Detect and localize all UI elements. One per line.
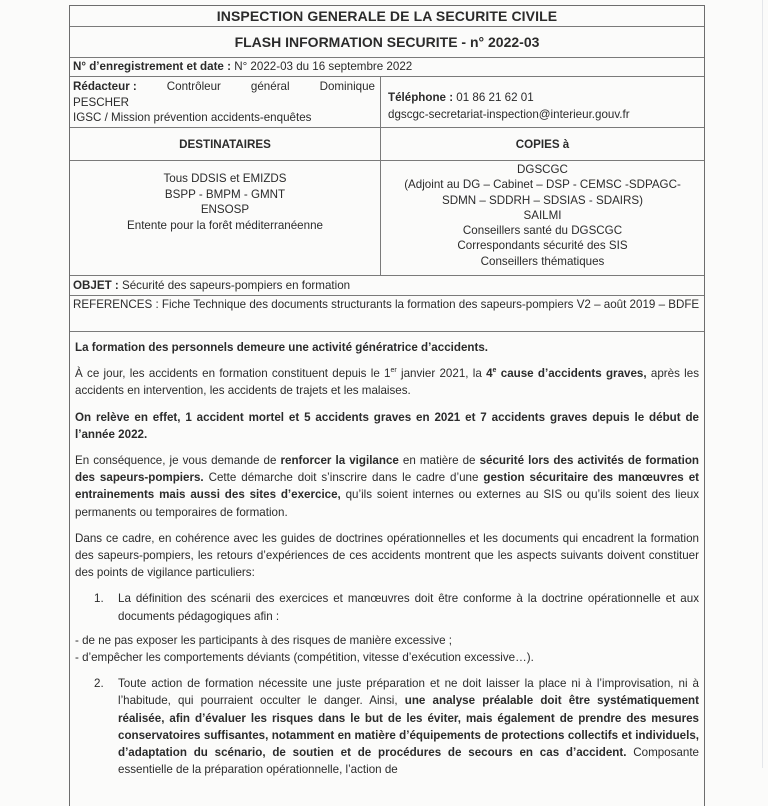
registration-value: N° 2022-03 du 16 septembre 2022 <box>230 60 413 73</box>
document-title: FLASH INFORMATION SECURITE - n° 2022-03 <box>70 27 704 58</box>
recipients-list <box>70 171 380 233</box>
copies-list <box>381 162 704 269</box>
author-word: Dominique <box>319 80 375 93</box>
author-row <box>70 77 704 128</box>
dash-list <box>75 632 699 666</box>
paragraph-context: Dans ce cadre, en cohérence avec les guides de doctrines opérationnelles et les documents qui encadrent la formation des sapeurs-pompiers, les retours d’expériences de ces accidents montrent que les aspects suivants doivent constituer des points de vigilance particuliers: <box>75 531 699 580</box>
item-number: 1. <box>94 592 104 606</box>
intro-statement: La formation des personnels demeure une activité génératrice d’accidents. <box>75 341 488 354</box>
document-page <box>69 5 705 806</box>
dash-item: - d’empêcher les comportements déviants (compétition, vitesse d’exécution excessive…). <box>75 651 534 665</box>
recipients-header: DESTINATAIRES <box>179 138 271 151</box>
author-label: Rédacteur : <box>73 80 137 93</box>
copy-item: DGSCGC <box>517 163 568 176</box>
item-text: Toute action de formation nécessite une juste préparation et ne doit laisser la place ni à l’improvisation, ni à l’habitude, qui pourraient occulter le danger. Ainsi, une analyse préalable doit être systématiquement réalisée, afin d’évaluer les risques dans le but de les éviter, mais également de prendre des mesures conservatoires suffisantes, notamment en matière d’équipements de protections collectifs et individuels, d’adaptation du scénario, de soutien et de procédures de secours en cas d’accident. Composante essentielle de la préparation opérationnelle, l’action de <box>118 677 699 777</box>
distribution-body-row <box>70 161 704 276</box>
recipient-item: Entente pour la forêt méditerranéenne <box>127 218 323 232</box>
numbered-item-2 <box>75 675 699 778</box>
copy-item: Conseillers santé du DGSCGC <box>462 224 623 238</box>
author-unit: IGSC / Mission prévention accidents-enquêtes <box>73 111 312 124</box>
copy-item: SDMN – SDDRH – SDSIAS - SDAIRS) <box>442 193 643 207</box>
copy-item: (Adjoint au DG – Cabinet – DSP - CEMSC -SDPAGC- <box>404 178 681 192</box>
copy-item: Correspondants sécurité des SIS <box>457 239 628 253</box>
copies-header: COPIES à <box>515 138 570 151</box>
copy-item: Conseillers thématiques <box>480 254 605 268</box>
author-word: général <box>250 80 290 93</box>
item-number: 2. <box>94 677 104 691</box>
recipient-item: BSPP - BMPM - GMNT <box>164 187 286 201</box>
phone-value: 01 86 21 62 01 <box>453 91 534 104</box>
recipient-item: Tous DDSIS et EMIZDS <box>163 172 287 185</box>
dash-item: - de ne pas exposer les participants à des risques de manière excessive ; <box>75 633 452 647</box>
numbered-item-1 <box>75 590 699 624</box>
subject-row <box>70 276 704 296</box>
copy-item: SAILMI <box>523 208 562 222</box>
registration-label: N° d’enregistrement et date : <box>73 60 231 73</box>
contact-email[interactable]: dgscgc-secretariat-inspection@interieur.gouv.fr <box>388 108 630 121</box>
paragraph-request: En conséquence, je vous demande de renforcer la vigilance en matière de sécurité lors des activités de formation des sapeurs-pompiers. Cette démarche doit s’inscrire dans le cadre d’une gestion sécuritaire des manœuvres et entrainements mais aussi des sites d’exercice, qu’ils soient internes ou externes au SIS ou qu’ils soient des lieux permanents ou temporaires de formation. <box>75 454 699 519</box>
scan-edge <box>762 0 763 768</box>
author-block <box>73 79 375 126</box>
author-name: PESCHER <box>73 95 130 109</box>
phone-label: Téléphone : <box>388 91 454 104</box>
distribution-header-row <box>70 128 704 161</box>
paragraph-ranking: À ce jour, les accidents en formation constituent depuis le 1er janvier 2021, la 4e cause d’accidents graves, après les accidents en intervention, les accidents de trajets et les malaises. <box>75 367 699 398</box>
subject-value: Sécurité des sapeurs-pompiers en formation <box>118 279 351 292</box>
references-row: REFERENCES : Fiche Technique des documents structurants la formation des sapeurs-pompiers V2 – août 2019 – BDFE <box>70 296 704 332</box>
author-word: Contrôleur <box>166 80 221 93</box>
org-title: INSPECTION GENERALE DE LA SECURITE CIVILE <box>70 6 704 27</box>
registration-row <box>70 58 704 77</box>
document-body <box>75 339 699 785</box>
recipient-item: ENSOSP <box>200 203 250 216</box>
paragraph-statistics: On relève en effet, 1 accident mortel et 5 accidents graves en 2021 et 7 accidents graves depuis le début de l’année 2022. <box>75 410 699 441</box>
item-text: La définition des scénarii des exercices et manœuvres doit être conforme à la doctrine opérationnelle et aux documents pédagogiques afin : <box>118 592 699 623</box>
subject-label: OBJET : <box>73 279 119 292</box>
contact-block <box>388 89 630 123</box>
